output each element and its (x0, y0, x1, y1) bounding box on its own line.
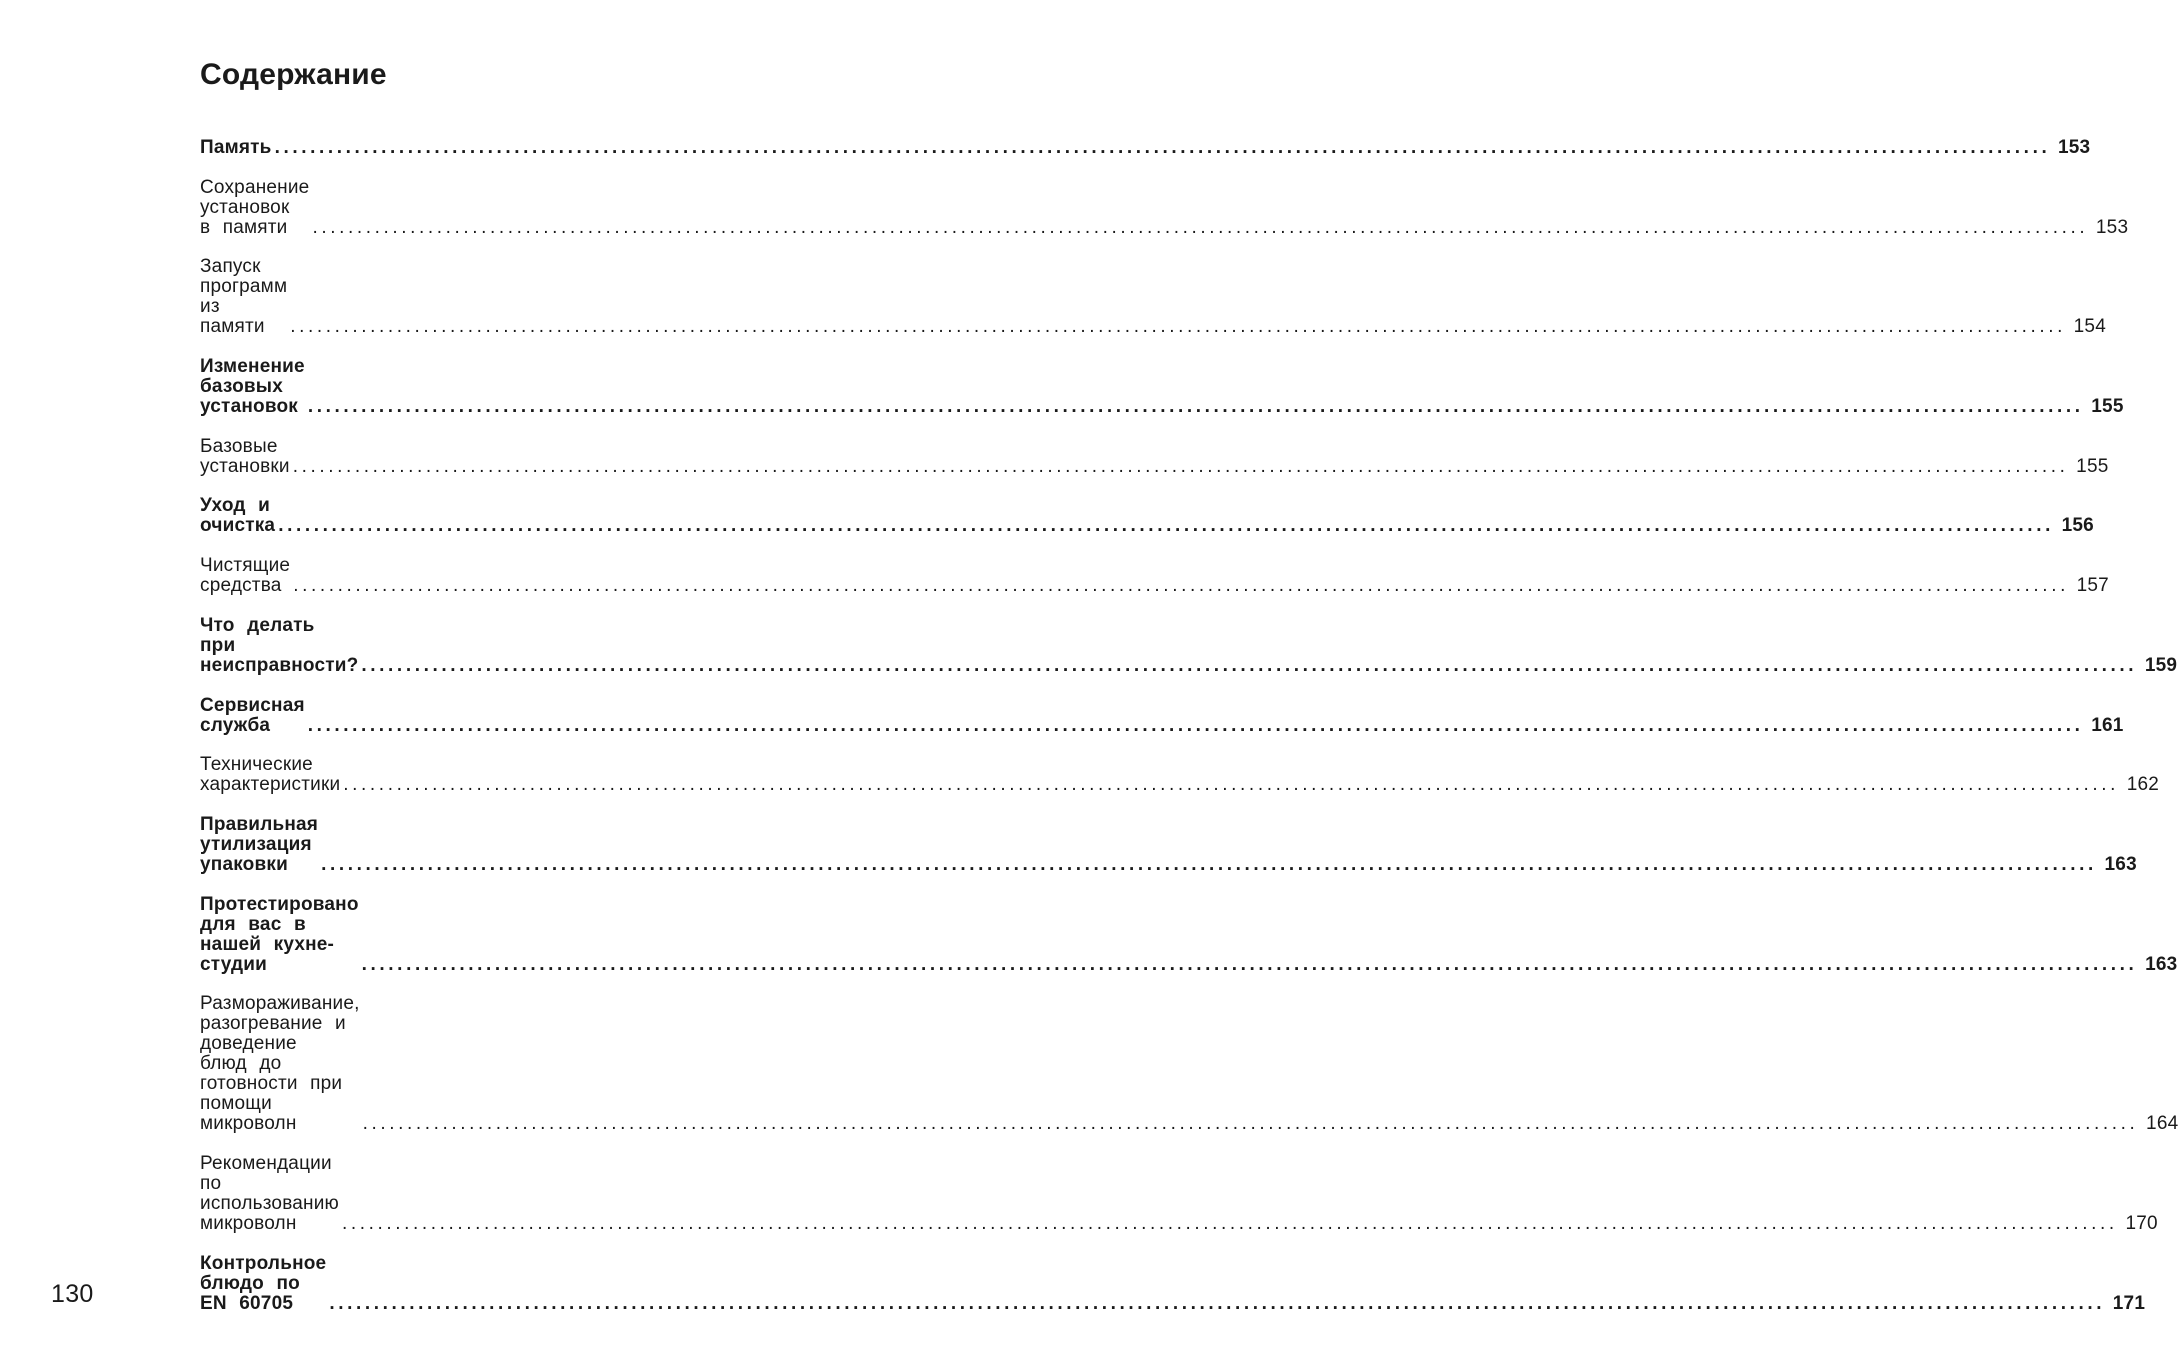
toc-entry-page: 170 (2125, 1212, 2158, 1234)
toc-entry (200, 813, 2137, 875)
page-number: 130 (51, 1280, 94, 1308)
toc-entry-title (200, 616, 358, 676)
toc-entry-page: 163 (2145, 953, 2178, 975)
toc-entry-page: 162 (2126, 774, 2160, 796)
toc-entry-title-line: нашей кухне-студии (200, 933, 335, 975)
toc-leader-dots: ........................................................................................................................................................................................................ (361, 654, 2138, 676)
toc-entry-title (200, 994, 360, 1134)
toc-entry-page: 164 (2146, 1113, 2178, 1135)
toc-entry-title (200, 895, 359, 975)
toc-entry-title-line: Уход и очистка (200, 495, 276, 537)
toc-entry (200, 356, 2124, 418)
toc-entry-page: 153 (2095, 216, 2129, 238)
toc-entry-title-line: блюд до готовности при помощи микроволн (200, 1053, 343, 1135)
toc-entry-title (200, 755, 340, 795)
toc-leader-dots: ........................................................................................................................................................................................................ (307, 396, 2084, 418)
toc-entry (200, 1152, 2158, 1234)
page-title: Содержание (200, 58, 387, 91)
toc-entry-page: 154 (2073, 316, 2106, 338)
toc-entry-title (200, 815, 318, 875)
toc-entry-title-line: Контрольное блюдо по EN 60705 (200, 1252, 327, 1314)
toc-entry (200, 993, 2178, 1135)
table-of-contents (200, 137, 2178, 1333)
toc-entry-title (200, 178, 309, 238)
toc-entry-title-line: Технические характеристики (200, 754, 341, 796)
toc-entry (200, 754, 2160, 796)
toc-entry-title (200, 496, 275, 536)
toc-leader-dots: ........................................................................................................................................................................................................ (290, 316, 2066, 338)
toc-leader-dots: ........................................................................................................................................................................................................ (307, 714, 2084, 736)
toc-leader-dots: ........................................................................................................................................................................................................ (361, 953, 2138, 975)
toc-entry-title (200, 556, 290, 596)
toc-entry-title (200, 1254, 326, 1314)
toc-entry-page: 155 (2076, 455, 2109, 477)
toc-entry-page: 157 (2076, 575, 2109, 597)
toc-entry-title (200, 437, 290, 477)
toc-leader-dots: ........................................................................................................................................................................................................ (278, 515, 2054, 537)
toc-entry-title-line: Рекомендации по использованию микроволн (200, 1152, 340, 1234)
toc-entry (200, 1252, 2146, 1314)
toc-leader-dots: ........................................................................................................................................................................................................ (292, 455, 2069, 477)
toc-entry-title-line: Память (200, 137, 272, 158)
toc-leader-dots: ........................................................................................................................................................................................................ (274, 137, 2051, 158)
toc-entry (200, 495, 2094, 537)
toc-entry-page: 163 (2104, 853, 2137, 875)
toc-entry-title-line: Что делать при неисправности? (200, 614, 359, 676)
toc-entry (200, 176, 2129, 238)
toc-entry-title-line: Изменение базовых установок (200, 356, 305, 418)
toc-entry (200, 893, 2178, 975)
toc-entry-page: 161 (2091, 714, 2124, 736)
toc-entry-title-line: Сервисная служба (200, 694, 305, 736)
toc-entry-title (200, 696, 305, 736)
toc-entry-title-line: Базовые установки (200, 435, 290, 477)
toc-entry-title-line: Сохранение установок в памяти (200, 176, 310, 238)
toc-entry-title (200, 138, 272, 158)
toc-entry-page: 171 (2112, 1292, 2146, 1314)
toc-leader-dots: ........................................................................................................................................................................................................ (362, 1113, 2139, 1135)
toc-entry-page: 159 (2144, 654, 2178, 676)
toc-entry-title (200, 1154, 339, 1234)
toc-leader-dots: ........................................................................................................................................................................................................ (312, 216, 2089, 238)
toc-entry (200, 137, 2091, 158)
toc-entry-title-line: Протестировано для вас в (200, 893, 359, 935)
toc-entry-title-line: Размораживание, разогревание и доведение (200, 993, 360, 1055)
toc-leader-dots: ........................................................................................................................................................................................................ (321, 853, 2097, 875)
toc-leader-dots: ........................................................................................................................................................................................................ (329, 1292, 2106, 1314)
toc-entry-page: 153 (2058, 137, 2091, 158)
toc-entry-title (200, 357, 305, 417)
toc-entry (200, 435, 2109, 477)
toc-leader-dots: ........................................................................................................................................................................................................ (343, 774, 2120, 796)
toc-entry-title-line: Чистящие средства (200, 555, 291, 597)
toc-entry-page: 155 (2091, 396, 2124, 418)
toc-entry (200, 555, 2109, 597)
toc-leader-dots: ........................................................................................................................................................................................................ (342, 1212, 2118, 1234)
toc-entry-title-line: Запуск программ из памяти (200, 256, 288, 338)
toc-leader-dots: ........................................................................................................................................................................................................ (293, 575, 2069, 597)
toc-entry (200, 614, 2178, 676)
toc-entry (200, 256, 2106, 338)
toc-entry-title-line: Правильная утилизация упаковки (200, 813, 319, 875)
toc-entry-page: 156 (2061, 515, 2094, 537)
toc-entry-title (200, 257, 287, 337)
toc-entry (200, 694, 2124, 736)
